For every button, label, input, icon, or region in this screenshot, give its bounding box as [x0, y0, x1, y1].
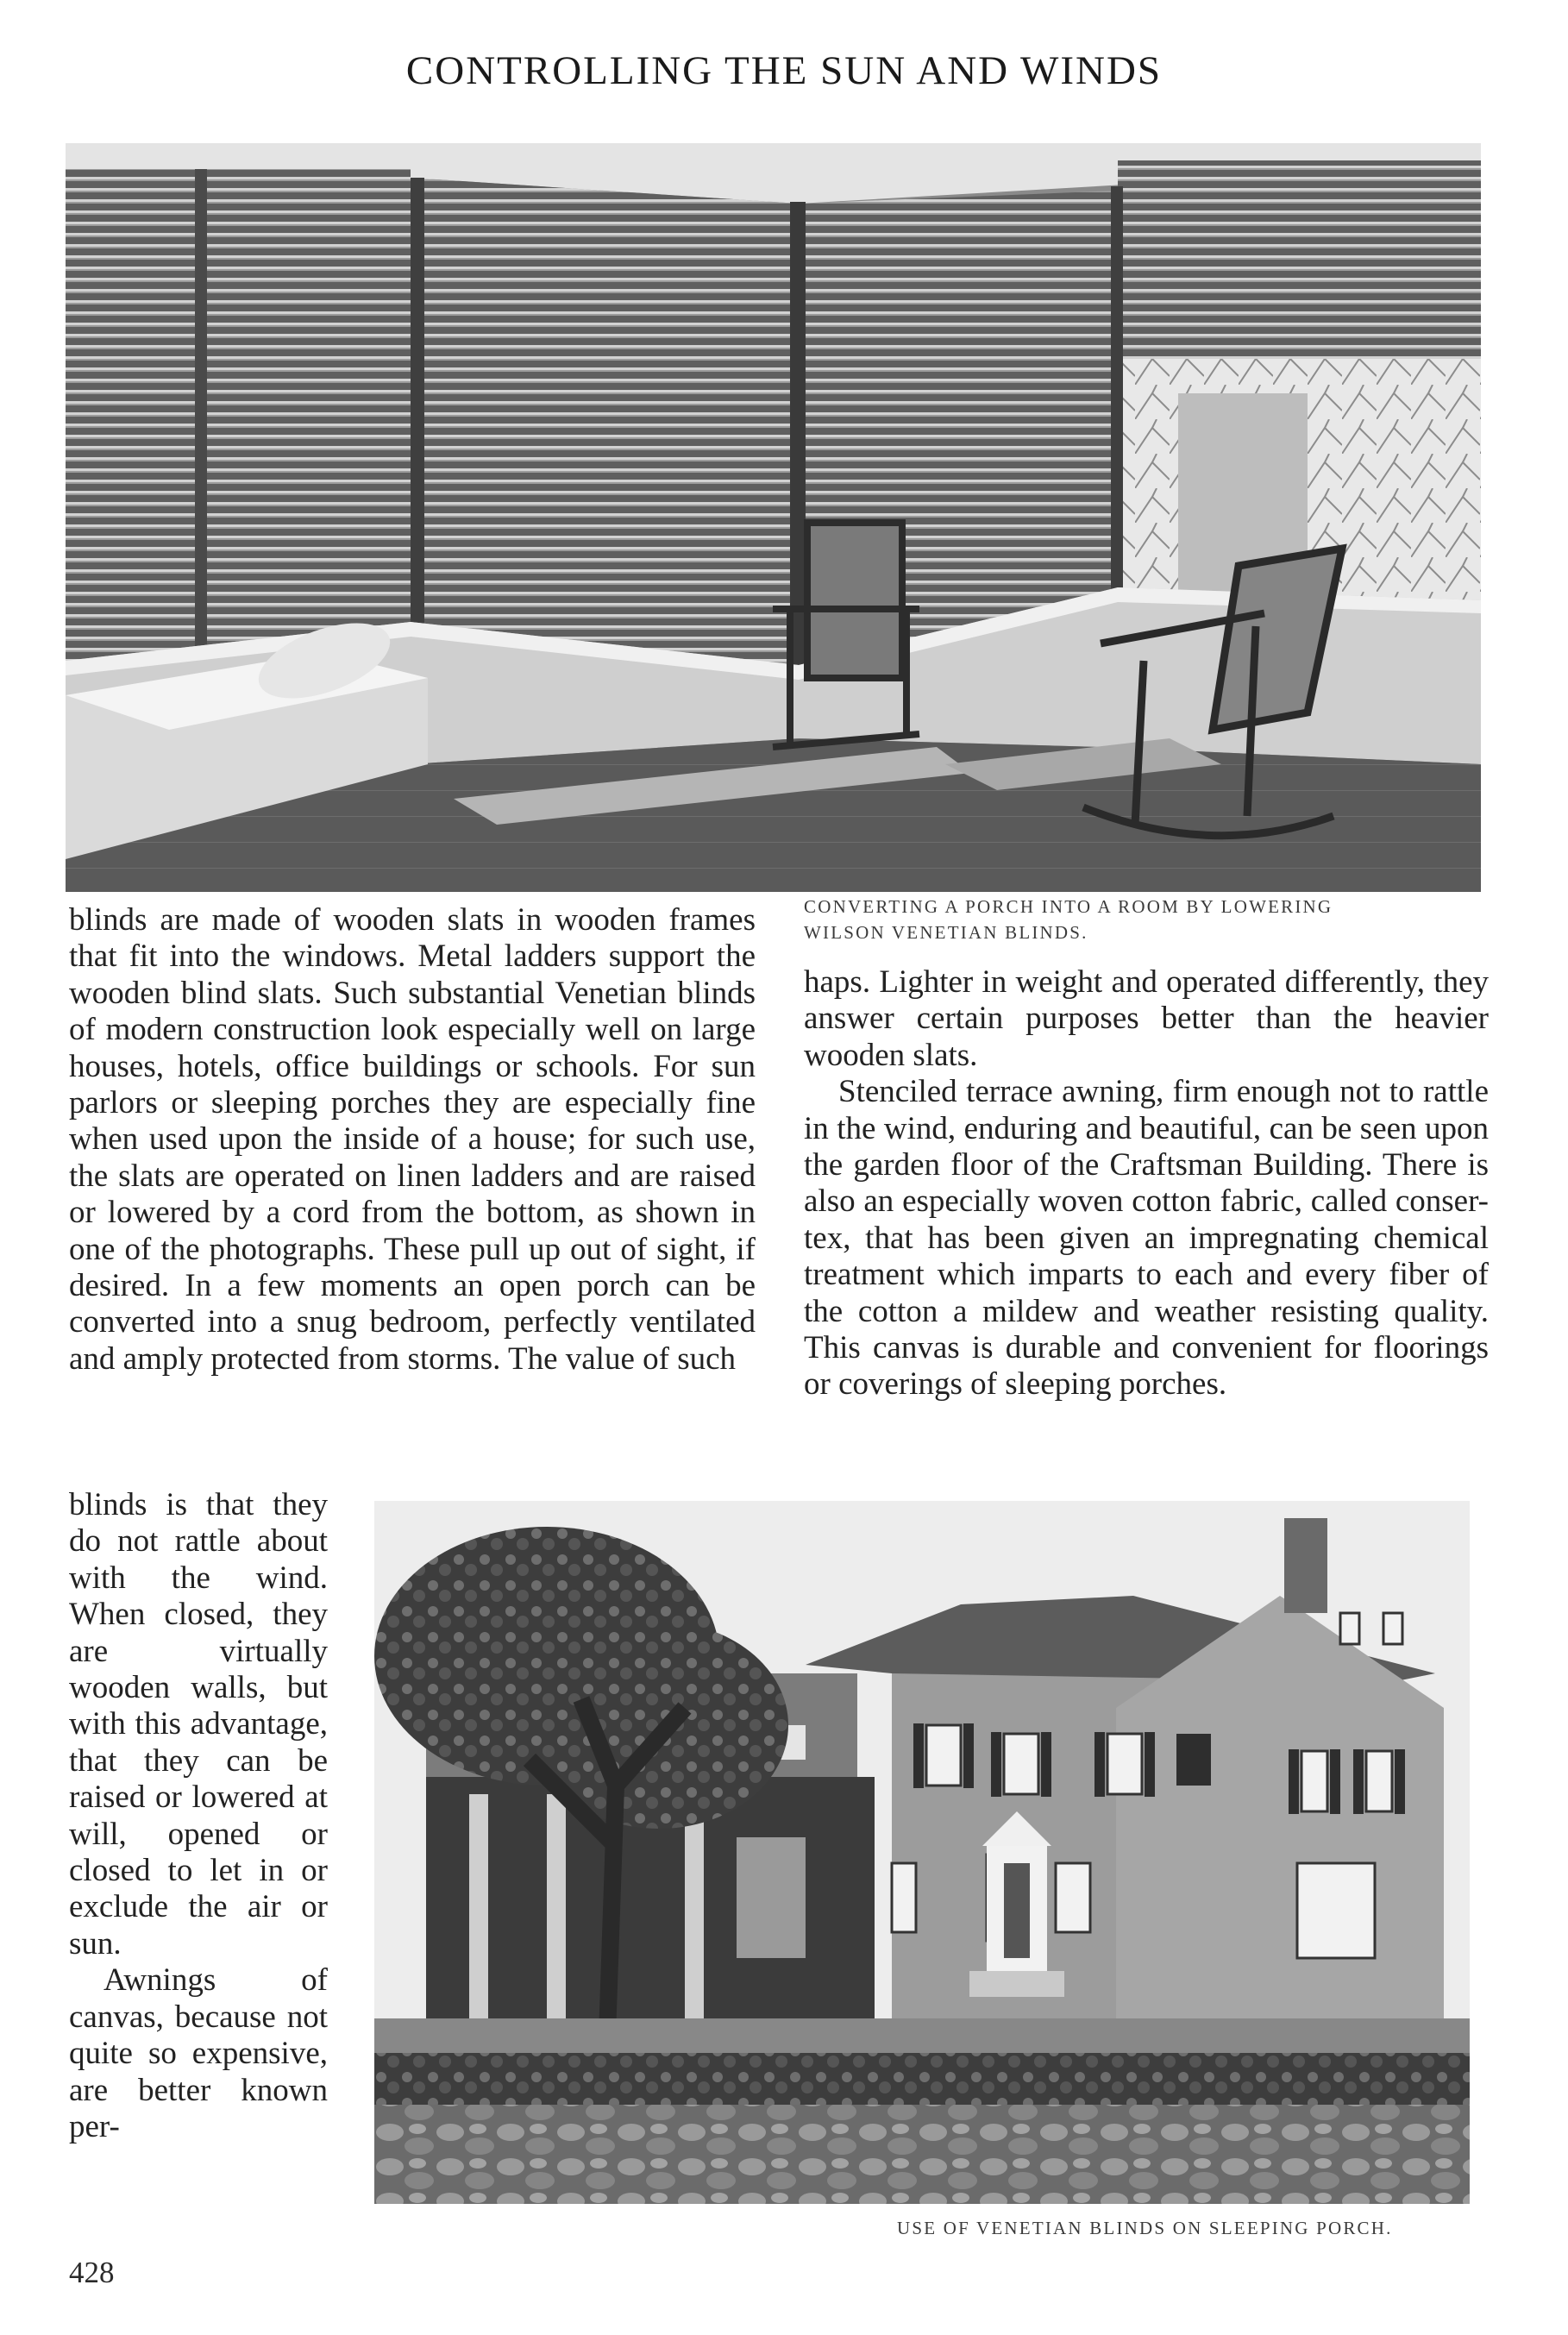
- house-illustration: [374, 1501, 1470, 2204]
- page-number: 428: [69, 2256, 115, 2289]
- left-column-upper-text: blinds are made of wooden slats in wooden frames that fit into the windows. Metal ladders support the wooden blind slats. Such substantial Venetian blinds of modern construction look especially well on large houses, hotels, office buildings or schools. For sun parlors or sleeping porches they are especially fine when used upon the inside of a house; for such use, the slats are operated on linen ladders and are raised or lowered by a cord from the bottom, as shown in one of the photographs. These pull up out of sight, if desired. In a few moments an open porch can be converted into a snug bedroom, perfectly ventilated and amply protected from storms. The value of such: [69, 902, 756, 1377]
- right-column-text: haps. Lighter in weight and operated differently, they answer certain purposes better than the heavier wooden slats. Stenciled terrace awning, firm enough not to rattle in the wind, enduring and beautiful, can be seen upon the garden floor of the Craftsman Building. There is also an especially woven cotton fabric, called conser-tex, that has been given an impregnating chemical treatment which imparts to each and every fiber of the cotton a mildew and weather resisting quality. This canvas is durable and convenient for floorings or coverings of sleeping porches.: [804, 964, 1489, 1403]
- left-column-narrow-text: blinds is that they do not rattle about with the wind. When closed, they are virtually wooden walls, but with this advantage, that they can be raised or lowered at will, opened or closed to let in or exclude the air or sun. Awnings of canvas, because not quite so expensive, are better known per-: [69, 1487, 328, 2144]
- porch-photo: [66, 143, 1481, 892]
- porch-caption-line-2: WILSON VENETIAN BLINDS.: [804, 922, 1088, 943]
- porch-illustration: [66, 143, 1481, 892]
- house-photo: [374, 1501, 1470, 2204]
- page-title: CONTROLLING THE SUN AND WINDS: [405, 48, 1163, 93]
- porch-caption-line-1: CONVERTING A PORCH INTO A ROOM BY LOWERING: [804, 896, 1333, 917]
- house-photo-caption: USE OF VENETIAN BLINDS ON SLEEPING PORCH.: [897, 2218, 1393, 2238]
- porch-photo-caption: [804, 894, 1494, 945]
